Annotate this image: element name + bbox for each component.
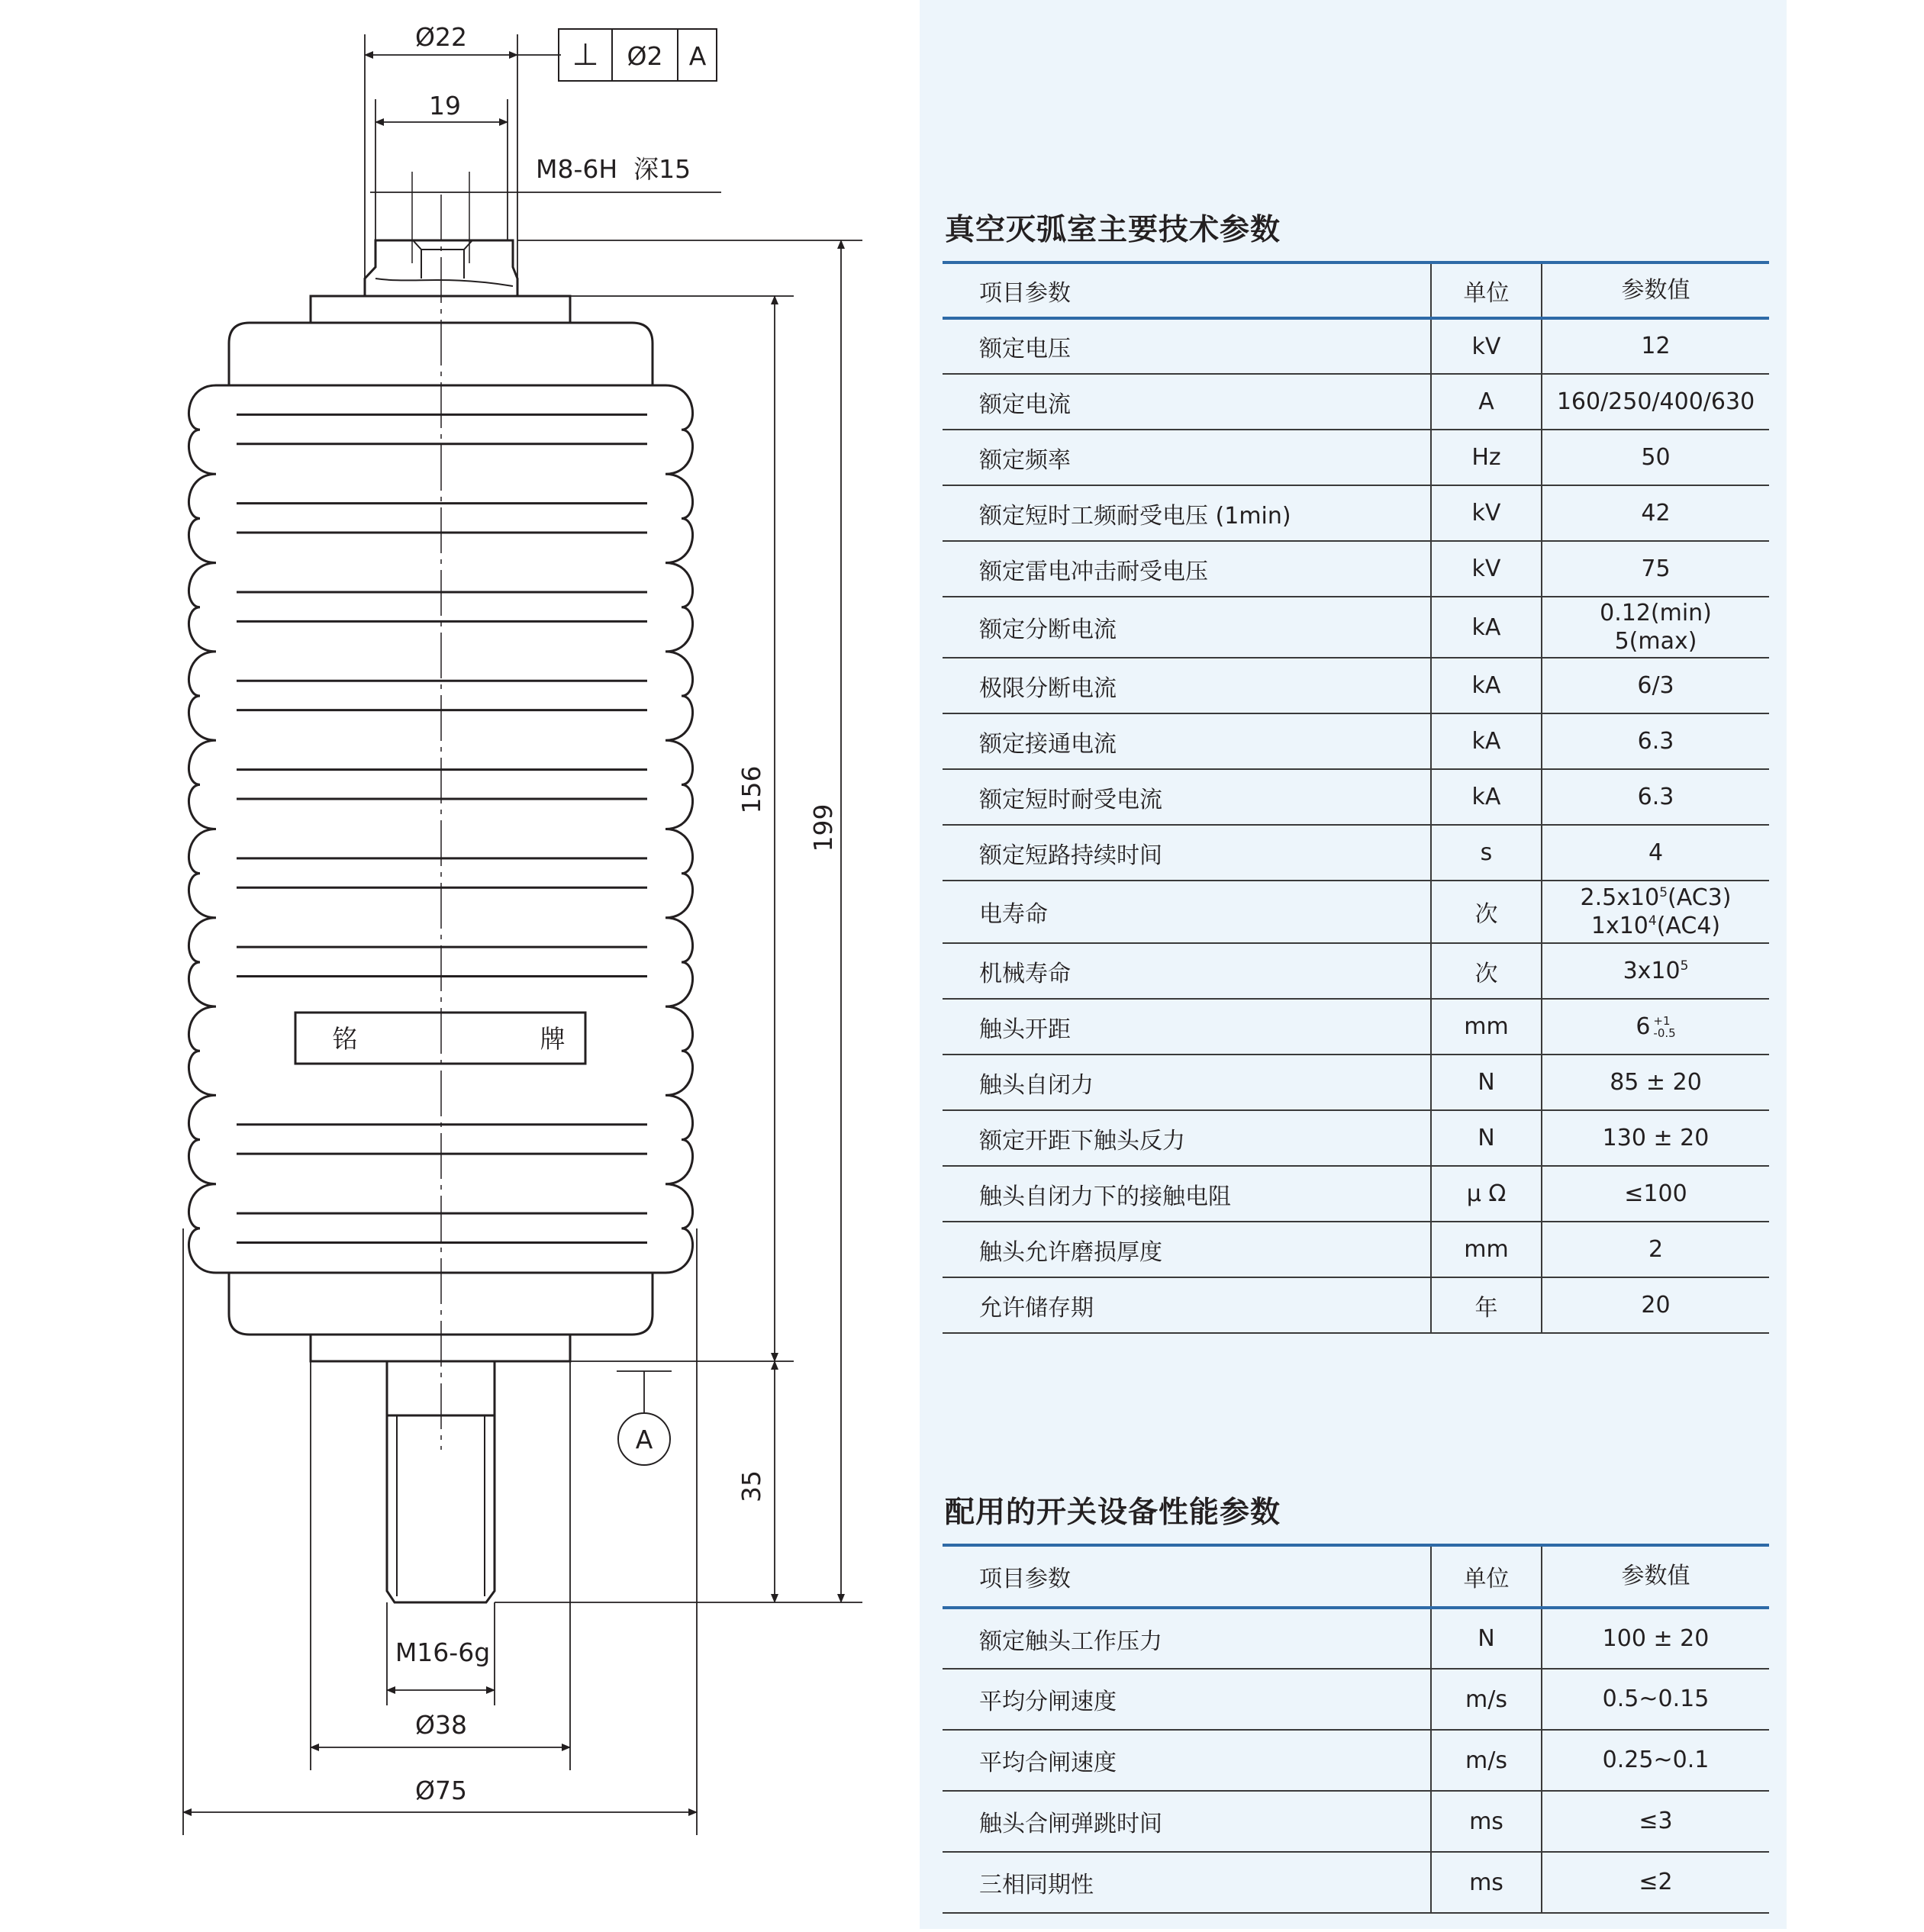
param-unit: kA xyxy=(1431,597,1542,658)
param-value: ≤3 xyxy=(1542,1791,1769,1852)
param-value: 4 xyxy=(1542,825,1769,881)
table-row xyxy=(943,713,1769,769)
param-value: 85 ± 20 xyxy=(1542,1055,1769,1110)
param-value: 12 xyxy=(1542,318,1769,374)
param-value: 0.5~0.15 xyxy=(1542,1669,1769,1730)
param-value: ≤2 xyxy=(1542,1852,1769,1913)
param-value: 2 xyxy=(1542,1222,1769,1277)
header-value: 参数值 xyxy=(1542,1545,1769,1608)
table-row xyxy=(943,1791,1769,1852)
spec-panel xyxy=(920,0,1787,1929)
param-unit: N xyxy=(1431,1110,1542,1166)
table-row xyxy=(943,943,1769,999)
param-value: 0.25~0.1 xyxy=(1542,1730,1769,1791)
param-name: 额定频率 xyxy=(943,430,1431,485)
param-value: 0.12(min) 5(max) xyxy=(1542,597,1769,658)
technical-drawing xyxy=(0,0,920,1929)
param-value: 20 xyxy=(1542,1277,1769,1333)
table-header-row xyxy=(943,262,1769,318)
param-unit: m/s xyxy=(1431,1730,1542,1791)
table-row xyxy=(943,318,1769,374)
param-name: 触头开距 xyxy=(943,999,1431,1055)
param-unit: m/s xyxy=(1431,1669,1542,1730)
table-row xyxy=(943,1222,1769,1277)
param-unit: N xyxy=(1431,1055,1542,1110)
thread-top-label: M8-6H 深15 xyxy=(536,154,691,184)
dim-stem-length: 35 xyxy=(736,1470,766,1502)
header-unit: 单位 xyxy=(1431,1545,1542,1608)
param-unit: ms xyxy=(1431,1791,1542,1852)
table-row xyxy=(943,541,1769,597)
table-row xyxy=(943,658,1769,713)
param-unit: 次 xyxy=(1431,881,1542,943)
table-row xyxy=(943,597,1769,658)
table-row xyxy=(943,1730,1769,1791)
param-unit: kA xyxy=(1431,658,1542,713)
body-left-corrugation xyxy=(189,385,216,1273)
param-name: 极限分断电流 xyxy=(943,658,1431,713)
nameplate-left-char: 铭 xyxy=(332,1024,358,1054)
table-row xyxy=(943,485,1769,541)
dim-top-dia: Ø22 xyxy=(415,22,467,52)
param-name: 触头允许磨损厚度 xyxy=(943,1222,1431,1277)
param-value: $3x10^5$ xyxy=(1542,943,1769,999)
param-value: 42 xyxy=(1542,485,1769,541)
table-row xyxy=(943,769,1769,825)
param-unit: kA xyxy=(1431,769,1542,825)
param-name: 触头自闭力 xyxy=(943,1055,1431,1110)
bottom-flange xyxy=(311,1335,570,1361)
nameplate-right-char: 牌 xyxy=(540,1024,566,1054)
param-unit: A xyxy=(1431,374,1542,430)
table-row xyxy=(943,430,1769,485)
param-value: 50 xyxy=(1542,430,1769,485)
param-unit: kV xyxy=(1431,541,1542,597)
header-item: 项目参数 xyxy=(943,262,1431,318)
table-row xyxy=(943,825,1769,881)
param-unit: 次 xyxy=(1431,943,1542,999)
tolerance-symbol: ⊥ xyxy=(572,37,599,72)
param-value: 160/250/400/630 xyxy=(1542,374,1769,430)
param-name: 允许储存期 xyxy=(943,1277,1431,1333)
table-row xyxy=(943,1277,1769,1333)
header-unit: 单位 xyxy=(1431,262,1542,318)
dim-total-height: 199 xyxy=(808,803,838,852)
param-unit: Hz xyxy=(1431,430,1542,485)
param-name: 额定接通电流 xyxy=(943,713,1431,769)
table-row xyxy=(943,1166,1769,1222)
param-value: 6.3 xyxy=(1542,713,1769,769)
table-row xyxy=(943,1110,1769,1166)
param-unit: mm xyxy=(1431,999,1542,1055)
table-row xyxy=(943,999,1769,1055)
datum-a-label: A xyxy=(635,1425,653,1454)
param-unit: N xyxy=(1431,1608,1542,1669)
thread-bottom-label: M16-6g xyxy=(395,1637,491,1667)
param-name: 机械寿命 xyxy=(943,943,1431,999)
table-header-row xyxy=(943,1545,1769,1608)
table-row xyxy=(943,374,1769,430)
table-row xyxy=(943,1608,1769,1669)
param-name: 额定雷电冲击耐受电压 xyxy=(943,541,1431,597)
param-name: 额定电压 xyxy=(943,318,1431,374)
param-unit: kA xyxy=(1431,713,1542,769)
param-value: ≤100 xyxy=(1542,1166,1769,1222)
param-value: 130 ± 20 xyxy=(1542,1110,1769,1166)
dim-top-width: 19 xyxy=(429,91,461,121)
param-name: 平均合闸速度 xyxy=(943,1730,1431,1791)
table-row xyxy=(943,1055,1769,1110)
header-item: 项目参数 xyxy=(943,1545,1431,1608)
param-value: 6.3 xyxy=(1542,769,1769,825)
body-right-corrugation xyxy=(666,385,693,1273)
tolerance-datum: A xyxy=(688,41,707,71)
param-unit: kV xyxy=(1431,318,1542,374)
top-flange xyxy=(311,296,570,323)
param-unit: ms xyxy=(1431,1852,1542,1913)
table1-title: 真空灭弧室主要技术参数 xyxy=(945,213,1281,247)
param-name: 触头合闸弹跳时间 xyxy=(943,1791,1431,1852)
param-name: 三相同期性 xyxy=(943,1852,1431,1913)
top-thread-hole xyxy=(414,241,472,279)
param-unit: 年 xyxy=(1431,1277,1542,1333)
param-name: 电寿命 xyxy=(943,881,1431,943)
dim-body-height: 156 xyxy=(736,765,766,814)
switchgear-performance-table xyxy=(943,1544,1769,1914)
tolerance-value: Ø2 xyxy=(627,41,663,71)
param-value: $2.5x10^5(AC3)$ $1x10^4(AC4)$ xyxy=(1542,881,1769,943)
param-name: 额定短时工频耐受电压 (1min) xyxy=(943,485,1431,541)
param-value: 6 +1 -0.5 xyxy=(1542,999,1769,1055)
param-name: 平均分闸速度 xyxy=(943,1669,1431,1730)
param-name: 额定短时耐受电流 xyxy=(943,769,1431,825)
param-name: 额定触头工作压力 xyxy=(943,1608,1431,1669)
param-value: 75 xyxy=(1542,541,1769,597)
param-unit: kV xyxy=(1431,485,1542,541)
header-value: 参数值 xyxy=(1542,262,1769,318)
vacuum-interrupter-spec-table xyxy=(943,261,1769,1334)
param-value: 6/3 xyxy=(1542,658,1769,713)
param-value: 100 ± 20 xyxy=(1542,1608,1769,1669)
dim-outer-dia: Ø75 xyxy=(415,1776,467,1805)
table-row xyxy=(943,881,1769,943)
param-name: 额定开距下触头反力 xyxy=(943,1110,1431,1166)
param-unit: μ Ω xyxy=(1431,1166,1542,1222)
dim-base-dia: Ø38 xyxy=(415,1710,467,1740)
param-unit: s xyxy=(1431,825,1542,881)
param-name: 额定短路持续时间 xyxy=(943,825,1431,881)
param-name: 触头自闭力下的接触电阻 xyxy=(943,1166,1431,1222)
table-row xyxy=(943,1852,1769,1913)
param-name: 额定分断电流 xyxy=(943,597,1431,658)
table2-title: 配用的开关设备性能参数 xyxy=(945,1496,1281,1530)
table-row xyxy=(943,1669,1769,1730)
param-unit: mm xyxy=(1431,1222,1542,1277)
param-name: 额定电流 xyxy=(943,374,1431,430)
